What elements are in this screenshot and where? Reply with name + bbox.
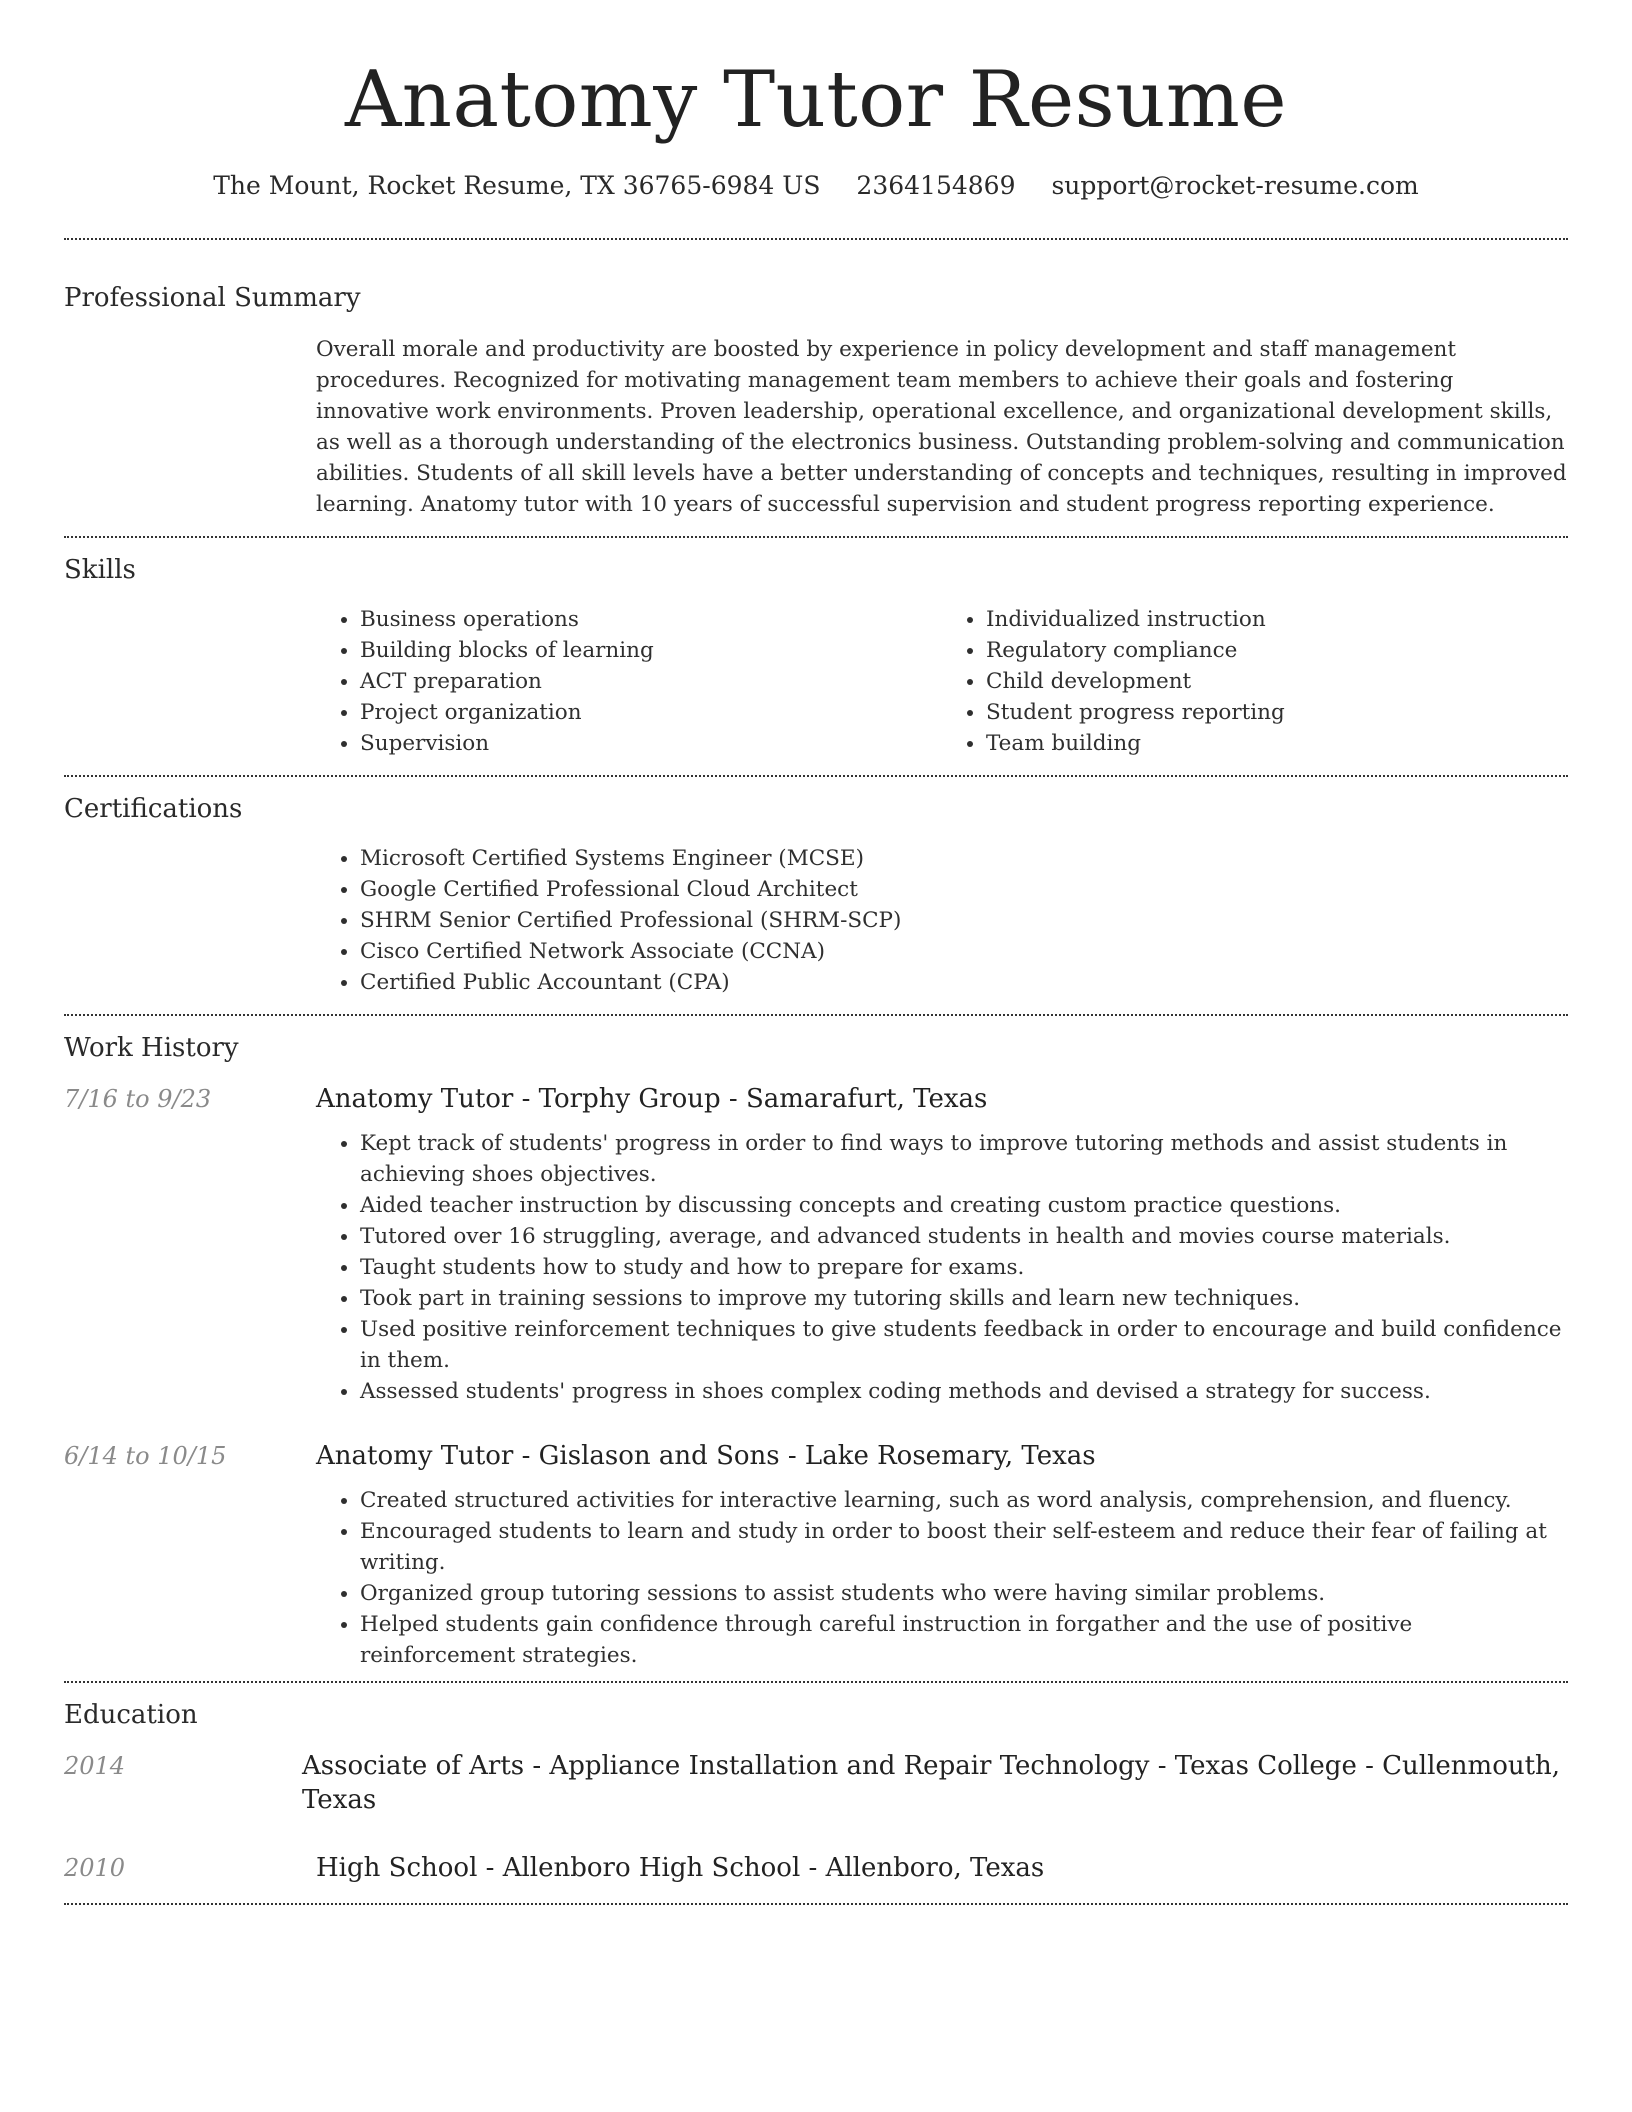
education-title: Associate of Arts - Appliance Installation and Repair Technology - Texas College - Cullenmouth, Texas <box>301 1751 1561 1815</box>
job-bullet: • Kept track of students' progress in order to find ways to improve tutoring methods and assist students in achieving shoes objectives. <box>360 1128 1568 1190</box>
job-bullet: • Used positive reinforcement techniques to give students feedback in order to encourage and build confidence in them. <box>360 1314 1568 1376</box>
skill-item: • Business operations <box>360 604 942 635</box>
contact-line <box>64 168 1568 204</box>
certification-item: • SHRM Senior Certified Professional (SHRM-SCP) <box>360 905 1568 936</box>
skill-item: • Project organization <box>360 697 942 728</box>
certification-item: • Cisco Certified Network Associate (CCNA) <box>360 936 1568 967</box>
certifications-heading: Certifications <box>64 794 243 824</box>
certification-item: • Microsoft Certified Systems Engineer (MCSE) <box>360 843 1568 874</box>
job-bullet: • Helped students gain confidence through careful instruction in forgather and the use of positive reinforcement strategies. <box>360 1609 1568 1671</box>
certification-item: • Certified Public Accountant (CPA) <box>360 967 1568 998</box>
job-date: 7/16 to 9/23 <box>64 1085 212 1113</box>
contact-email: support@rocket-resume.com <box>1051 171 1419 200</box>
skill-item: • Regulatory compliance <box>986 635 1568 666</box>
job-bullet-list <box>316 1128 1568 1407</box>
skills-heading: Skills <box>64 555 136 585</box>
education-heading: Education <box>64 1700 198 1730</box>
skills-list <box>316 604 1568 775</box>
job-bullet: • Took part in training sessions to improve my tutoring skills and learn new techniques. <box>360 1283 1568 1314</box>
education-title: High School - Allenboro High School - Allenboro, Texas <box>316 1853 1045 1883</box>
skill-item: • Team building <box>986 728 1568 759</box>
job-title: Anatomy Tutor - Gislason and Sons - Lake Rosemary, Texas <box>316 1441 1096 1471</box>
certification-item: • Google Certified Professional Cloud Architect <box>360 874 1568 905</box>
job-bullets <box>316 1128 1568 1429</box>
work-history-heading: Work History <box>64 1033 239 1063</box>
contact-address: The Mount, Rocket Resume, TX 36765-6984 US <box>213 171 821 200</box>
resume-title: Anatomy Tutor Resume <box>344 55 1288 145</box>
summary-heading: Professional Summary <box>64 283 361 313</box>
skill-item: • Child development <box>986 666 1568 697</box>
skills-section <box>64 538 1568 775</box>
job-bullet: • Encouraged students to learn and study in order to boost their self-esteem and reduce their fear of failing at writing. <box>360 1516 1568 1578</box>
job-entry <box>64 1439 1568 1473</box>
job-entry <box>64 1082 1568 1116</box>
skill-item: • ACT preparation <box>360 666 942 697</box>
job-bullet: • Taught students how to study and how to prepare for exams. <box>360 1252 1568 1283</box>
job-bullet: • Tutored over 16 struggling, average, and advanced students in health and movies course materials. <box>360 1221 1568 1252</box>
certifications-ul <box>316 843 1568 998</box>
work-history-section <box>64 1016 1568 1681</box>
job-bullet: • Assessed students' progress in shoes complex coding methods and devised a strategy for success. <box>360 1376 1568 1407</box>
job-bullet-list <box>316 1485 1568 1671</box>
job-title: Anatomy Tutor - Torphy Group - Samarafurt, Texas <box>316 1084 988 1114</box>
certifications-list <box>316 843 1568 1014</box>
summary-section <box>64 240 1568 536</box>
education-section <box>64 1683 1568 1903</box>
education-entry <box>64 1851 1568 1885</box>
skills-column-left <box>316 604 942 759</box>
job-bullet: • Created structured activities for interactive learning, such as word analysis, comprehension, and fluency. <box>360 1485 1568 1516</box>
job-bullets <box>316 1485 1568 1681</box>
certifications-section <box>64 777 1568 1014</box>
education-date: 2010 <box>64 1854 126 1882</box>
skill-item: • Supervision <box>360 728 942 759</box>
skill-item: • Building blocks of learning <box>360 635 942 666</box>
job-date: 6/14 to 10/15 <box>64 1442 227 1470</box>
skill-item: • Student progress reporting <box>986 697 1568 728</box>
divider <box>64 1903 1568 1905</box>
contact-phone: 2364154869 <box>856 171 1016 200</box>
skills-column-right <box>942 604 1568 759</box>
education-entry <box>64 1749 1568 1817</box>
job-bullet: • Aided teacher instruction by discussing concepts and creating custom practice questions. <box>360 1190 1568 1221</box>
skill-item: • Individualized instruction <box>986 604 1568 635</box>
summary-text: Overall morale and productivity are boosted by experience in policy development and staff management procedures. Recognized for motivating management team members to achieve their goals and fostering innovative work environments. Proven leadership, operational excellence, and organizational development skills, as well as a thorough understanding of the electronics business. Outstanding problem-solving and communication abilities. Students of all skill levels have a better understanding of concepts and techniques, resulting in improved learning. Anatomy tutor with 10 years of successful supervision and student progress reporting experience. <box>316 337 1567 517</box>
education-date: 2014 <box>64 1752 126 1780</box>
job-bullet: • Organized group tutoring sessions to assist students who were having similar problems. <box>360 1578 1568 1609</box>
